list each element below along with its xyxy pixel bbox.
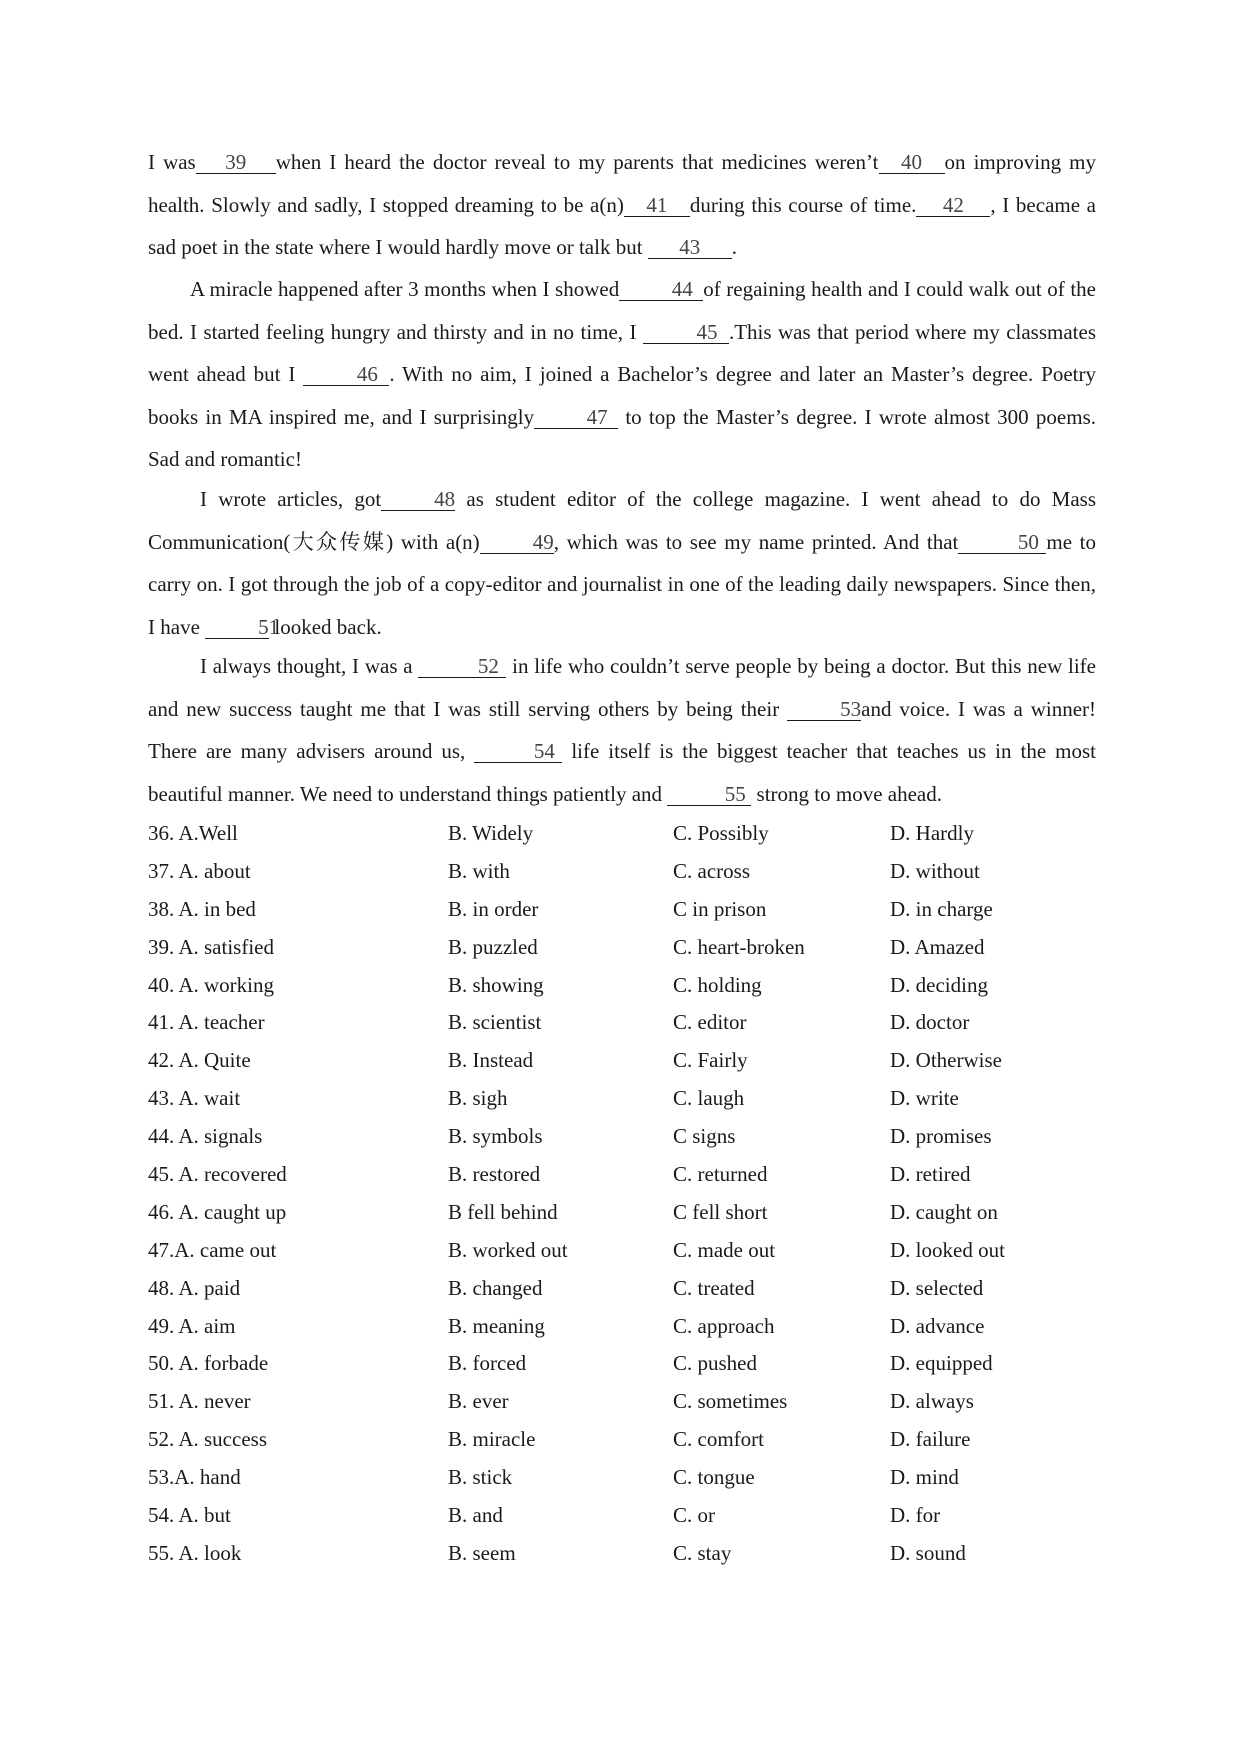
option-choice-a: 52. A. success	[148, 1427, 267, 1452]
option-choice-d: D. failure	[890, 1427, 971, 1452]
option-choice-d: D. doctor	[890, 1010, 970, 1035]
option-choice-d: D. looked out	[890, 1237, 1005, 1262]
option-choice-d: D. Hardly	[890, 821, 974, 845]
option-choice-d: D. Otherwise	[890, 1048, 1002, 1073]
option-choice-b: B. Widely	[448, 821, 534, 845]
option-row	[148, 1080, 1096, 1118]
passage-text: and voice. I was a winner! There are many advisers around us,	[148, 696, 1097, 763]
passage-text: on improving my health. Slowly and sadly, I stopped dreaming to be a(n)	[148, 150, 1096, 217]
passage-text: I always thought, I was a	[200, 654, 413, 678]
option-choice-b: B. miracle	[448, 1427, 536, 1452]
option-row	[148, 1004, 1096, 1042]
option-choice-b: B. stick	[448, 1465, 513, 1490]
blank-54: 54	[474, 740, 562, 763]
blank-41: 41	[624, 194, 690, 217]
option-choice-c: C. returned	[673, 1162, 768, 1187]
option-choice-d: D. advance	[890, 1313, 985, 1338]
passage-text: to top the Master’s degree. I wrote almost 300 poems. Sad and romantic!	[148, 404, 1096, 471]
option-row	[148, 1421, 1096, 1459]
option-row	[148, 967, 1096, 1005]
option-choice-b: B. ever	[448, 1389, 509, 1414]
option-choice-d: D. promises	[890, 1124, 992, 1149]
option-choice-c: C. comfort	[673, 1427, 764, 1452]
option-row	[148, 1042, 1096, 1080]
option-row	[148, 1308, 1096, 1346]
passage-text: strong to move ahead.	[756, 781, 942, 806]
option-choice-d: D. for	[890, 1503, 941, 1528]
blank-45: 45	[643, 321, 729, 344]
passage-paragraph-1	[148, 141, 1096, 269]
option-row	[148, 1535, 1096, 1573]
option-choice-d: D. deciding	[890, 972, 988, 997]
option-choice-b: B. puzzled	[448, 934, 538, 959]
blank-51: 51	[205, 616, 269, 639]
passage-text: I wrote articles, got	[200, 487, 382, 511]
blank-46: 46	[303, 363, 389, 386]
option-row	[148, 1270, 1096, 1308]
option-choice-c: C. stay	[673, 1540, 732, 1565]
option-choice-c: C. across	[673, 858, 750, 883]
blank-43: 43	[648, 236, 732, 259]
passage-text: of regaining health and I could walk out of the bed. I started feeling hungry and thirsty and in no time, I	[148, 277, 1096, 344]
option-choice-c: C signs	[673, 1124, 736, 1149]
blank-49: 49	[480, 531, 554, 554]
option-choice-c: C in prison	[673, 896, 767, 921]
option-choice-a: 53.A. hand	[148, 1465, 241, 1490]
option-choice-a: 48. A. paid	[148, 1275, 241, 1300]
passage-text: life itself is the biggest teacher that teaches us in the most beautiful manner. We need to understand things patiently and	[148, 739, 1096, 806]
option-choice-c: C fell short	[673, 1199, 768, 1224]
option-choice-c: C. approach	[673, 1313, 775, 1338]
option-choice-b: B. symbols	[448, 1124, 543, 1149]
option-row	[148, 1459, 1096, 1497]
option-choice-c: C. made out	[673, 1237, 776, 1262]
option-choice-a: 54. A. but	[148, 1503, 231, 1528]
option-choice-a: 45. A. recovered	[148, 1162, 287, 1187]
option-row	[148, 1118, 1096, 1156]
option-choice-b: B. meaning	[448, 1313, 545, 1338]
option-choice-a: 49. A. aim	[148, 1313, 236, 1338]
option-choice-b: B fell behind	[448, 1199, 558, 1224]
option-choice-d: D. sound	[890, 1540, 966, 1565]
option-choice-c: C. Possibly	[673, 821, 769, 845]
blank-50: 50	[958, 531, 1046, 554]
option-choice-d: D. caught on	[890, 1199, 998, 1224]
option-choice-c: C. Fairly	[673, 1048, 748, 1073]
option-choice-a: 47.A. came out	[148, 1237, 277, 1262]
option-row	[148, 815, 1096, 853]
option-row	[148, 1194, 1096, 1232]
option-row	[148, 853, 1096, 891]
option-choice-b: B. showing	[448, 972, 544, 997]
option-choice-b: B. with	[448, 858, 510, 883]
option-choice-a: 50. A. forbade	[148, 1351, 269, 1376]
option-choice-b: B. forced	[448, 1351, 527, 1376]
option-row	[148, 1345, 1096, 1383]
passage-text: . With no aim, I joined a Bachelor’s degree and later an Master’s degree. Poetry books in MA inspired me, and I surprisingly	[148, 362, 1097, 429]
passage-text: me to carry on. I got through the job of a copy-editor and journalist in one of the leading daily newspapers. Since then, I have	[148, 529, 1097, 639]
option-choice-c: C. heart-broken	[673, 934, 805, 959]
option-choice-c: C. holding	[673, 972, 762, 997]
option-row	[148, 1383, 1096, 1421]
option-choice-b: B. sigh	[448, 1086, 508, 1111]
option-choice-c: C. sometimes	[673, 1389, 788, 1414]
option-choice-b: B. in order	[448, 896, 539, 921]
blank-40: 40	[879, 151, 945, 174]
option-choice-a: 51. A. never	[148, 1389, 251, 1414]
passage-text: as student editor of the college magazine. I went ahead to do Mass Communication(大众传媒) with a(n)	[148, 487, 1097, 554]
blank-52: 52	[418, 655, 506, 678]
passage-paragraph-3	[148, 478, 1096, 648]
option-choice-b: B. changed	[448, 1275, 543, 1300]
option-choice-c: C. pushed	[673, 1351, 757, 1376]
blank-47: 47	[534, 406, 618, 429]
option-choice-d: D. equipped	[890, 1351, 993, 1376]
option-choice-a: 46. A. caught up	[148, 1199, 287, 1224]
option-row	[148, 929, 1096, 967]
option-choice-a: 42. A. Quite	[148, 1048, 251, 1073]
blank-55: 55	[667, 783, 751, 806]
option-choice-a: 39. A. satisfied	[148, 934, 274, 959]
option-choice-c: C. or	[673, 1503, 715, 1528]
passage-text: in life who couldn’t serve people by being a doctor. But this new life and new success taught me that I was still serving others by being their	[148, 654, 1096, 721]
blank-39: 39	[196, 151, 276, 174]
option-choice-b: B. and	[448, 1503, 503, 1528]
option-choice-a: 36. A.Well	[148, 821, 238, 845]
option-row	[148, 1497, 1096, 1535]
passage-text: , I became a sad poet in the state where I would hardly move or talk but	[148, 192, 1096, 259]
passage-text: looked back.	[274, 614, 382, 639]
option-choice-b: B. Instead	[448, 1048, 534, 1073]
option-choice-d: D. retired	[890, 1162, 971, 1187]
option-choice-c: C. laugh	[673, 1086, 745, 1111]
option-choice-a: 44. A. signals	[148, 1124, 263, 1149]
option-row	[148, 1156, 1096, 1194]
option-choice-d: D. in charge	[890, 896, 993, 921]
blank-44: 44	[619, 278, 703, 301]
option-choice-d: D. Amazed	[890, 934, 985, 959]
option-choice-a: 55. A. look	[148, 1540, 242, 1565]
option-choice-b: B. seem	[448, 1540, 516, 1565]
option-choice-a: 38. A. in bed	[148, 896, 256, 921]
option-choice-b: B. worked out	[448, 1237, 568, 1262]
option-choice-d: D. always	[890, 1389, 974, 1414]
option-choice-a: 40. A. working	[148, 972, 274, 997]
option-choice-c: C. editor	[673, 1010, 747, 1035]
option-row	[148, 891, 1096, 929]
passage-text: during this course of time.	[689, 192, 917, 217]
option-choice-d: D. mind	[890, 1465, 959, 1490]
passage-paragraph-4	[148, 645, 1096, 815]
passage-text: A miracle happened after 3 months when I showed	[190, 277, 620, 301]
option-choice-a: 43. A. wait	[148, 1086, 241, 1111]
passage-text: .	[731, 235, 738, 259]
option-choice-d: D. without	[890, 858, 980, 883]
blank-53: 53	[787, 698, 861, 721]
passage-text: .This was that period where my classmates went ahead but I	[148, 319, 1096, 386]
option-choice-d: D. selected	[890, 1275, 984, 1300]
option-choice-d: D. write	[890, 1086, 959, 1111]
answer-options-table	[148, 815, 1096, 1573]
option-row	[148, 1232, 1096, 1270]
blank-42: 42	[916, 194, 990, 217]
passage-text: , which was to see my name printed. And that	[553, 529, 959, 554]
passage-text: I was	[148, 150, 196, 174]
passage-paragraph-2	[148, 268, 1096, 481]
option-choice-a: 41. A. teacher	[148, 1010, 265, 1035]
option-choice-c: C. tongue	[673, 1465, 755, 1490]
option-choice-c: C. treated	[673, 1275, 755, 1300]
option-choice-a: 37. A. about	[148, 858, 251, 883]
blank-48: 48	[381, 488, 455, 511]
option-choice-b: B. restored	[448, 1162, 541, 1187]
option-choice-b: B. scientist	[448, 1010, 542, 1035]
passage-text: when I heard the doctor reveal to my parents that medicines weren’t	[275, 150, 879, 174]
